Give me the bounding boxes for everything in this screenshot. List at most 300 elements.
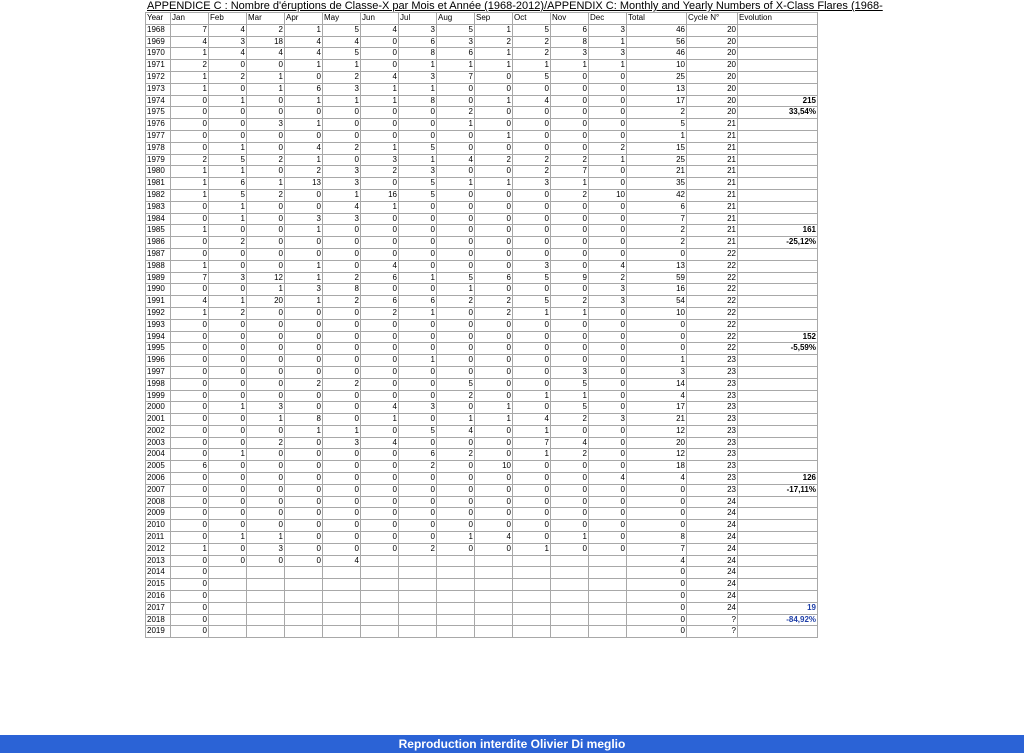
total-cell[interactable]: 16 [627,284,687,296]
month-cell[interactable]: 0 [551,284,589,296]
month-cell[interactable]: 0 [399,284,437,296]
month-cell[interactable]: 0 [437,402,475,414]
month-cell[interactable] [361,579,399,591]
evolution-cell[interactable] [738,60,818,72]
month-cell[interactable]: 1 [171,178,209,190]
month-cell[interactable]: 0 [285,473,323,485]
month-cell[interactable]: 7 [437,71,475,83]
month-cell[interactable]: 5 [399,178,437,190]
month-cell[interactable]: 0 [589,83,627,95]
month-cell[interactable]: 0 [209,355,247,367]
cycle-cell[interactable]: 24 [687,591,738,603]
year-cell[interactable]: 1975 [146,107,171,119]
month-cell[interactable]: 9 [551,272,589,284]
evolution-cell[interactable] [738,178,818,190]
month-cell[interactable]: 0 [475,237,513,249]
month-cell[interactable]: 0 [437,331,475,343]
evolution-cell[interactable] [738,48,818,60]
month-cell[interactable]: 3 [399,402,437,414]
month-cell[interactable]: 0 [475,449,513,461]
month-cell[interactable]: 0 [247,107,285,119]
cycle-cell[interactable]: 21 [687,213,738,225]
month-cell[interactable]: 1 [323,189,361,201]
month-cell[interactable]: 0 [323,449,361,461]
month-cell[interactable]: 7 [171,24,209,36]
month-cell[interactable]: 0 [209,366,247,378]
evolution-cell[interactable] [738,496,818,508]
total-cell[interactable]: 17 [627,95,687,107]
month-cell[interactable]: 0 [247,378,285,390]
month-cell[interactable]: 0 [171,237,209,249]
total-cell[interactable]: 0 [627,496,687,508]
total-cell[interactable]: 12 [627,425,687,437]
month-cell[interactable]: 0 [171,378,209,390]
cycle-cell[interactable]: 24 [687,555,738,567]
year-cell[interactable]: 2000 [146,402,171,414]
month-cell[interactable] [361,555,399,567]
month-cell[interactable]: 0 [247,201,285,213]
cycle-cell[interactable]: 23 [687,390,738,402]
month-cell[interactable]: 0 [171,284,209,296]
year-cell[interactable]: 2001 [146,414,171,426]
month-cell[interactable]: 1 [247,178,285,190]
month-cell[interactable]: 0 [589,461,627,473]
evolution-cell[interactable] [738,414,818,426]
month-cell[interactable]: 1 [285,95,323,107]
month-cell[interactable]: 0 [475,355,513,367]
year-cell[interactable]: 2003 [146,437,171,449]
evolution-cell[interactable] [738,296,818,308]
evolution-cell[interactable] [738,142,818,154]
month-cell[interactable]: 4 [285,142,323,154]
month-cell[interactable]: 0 [437,496,475,508]
month-cell[interactable]: 0 [361,543,399,555]
month-cell[interactable]: 0 [513,402,551,414]
month-cell[interactable] [323,591,361,603]
month-cell[interactable]: 0 [551,508,589,520]
month-cell[interactable]: 1 [209,532,247,544]
month-cell[interactable]: 0 [589,201,627,213]
month-cell[interactable]: 5 [513,272,551,284]
month-cell[interactable]: 0 [361,248,399,260]
total-cell[interactable]: 20 [627,437,687,449]
month-cell[interactable]: 1 [171,225,209,237]
month-cell[interactable]: 0 [247,307,285,319]
cycle-cell[interactable]: 20 [687,60,738,72]
month-cell[interactable]: 3 [285,213,323,225]
month-cell[interactable]: 0 [399,414,437,426]
month-cell[interactable]: 0 [171,248,209,260]
month-cell[interactable]: 0 [475,225,513,237]
month-cell[interactable]: 4 [475,532,513,544]
month-cell[interactable]: 1 [361,83,399,95]
month-cell[interactable]: 2 [513,48,551,60]
month-cell[interactable]: 1 [209,402,247,414]
month-cell[interactable]: 4 [323,36,361,48]
month-cell[interactable]: 0 [171,484,209,496]
month-cell[interactable]: 0 [285,189,323,201]
month-cell[interactable]: 0 [551,520,589,532]
column-header[interactable]: Jun [361,13,399,25]
total-cell[interactable]: 14 [627,378,687,390]
month-cell[interactable]: 4 [361,402,399,414]
month-cell[interactable]: 1 [247,284,285,296]
month-cell[interactable]: 0 [361,390,399,402]
month-cell[interactable]: 0 [437,484,475,496]
month-cell[interactable]: 0 [361,449,399,461]
month-cell[interactable] [247,614,285,626]
month-cell[interactable]: 0 [247,213,285,225]
month-cell[interactable]: 6 [475,272,513,284]
month-cell[interactable] [551,602,589,614]
month-cell[interactable]: 0 [171,343,209,355]
month-cell[interactable]: 2 [513,166,551,178]
month-cell[interactable]: 2 [171,60,209,72]
month-cell[interactable]: 0 [513,107,551,119]
month-cell[interactable]: 0 [513,83,551,95]
month-cell[interactable]: 4 [247,48,285,60]
month-cell[interactable]: 0 [285,319,323,331]
year-cell[interactable]: 1992 [146,307,171,319]
month-cell[interactable]: 0 [551,213,589,225]
month-cell[interactable]: 3 [247,119,285,131]
month-cell[interactable]: 10 [475,461,513,473]
month-cell[interactable]: 0 [475,378,513,390]
year-cell[interactable]: 2006 [146,473,171,485]
cycle-cell[interactable]: 21 [687,225,738,237]
month-cell[interactable]: 0 [589,130,627,142]
month-cell[interactable]: 0 [475,189,513,201]
month-cell[interactable]: 2 [247,189,285,201]
month-cell[interactable]: 2 [475,307,513,319]
month-cell[interactable] [209,567,247,579]
cycle-cell[interactable]: 20 [687,95,738,107]
month-cell[interactable]: 2 [323,71,361,83]
month-cell[interactable]: 1 [589,36,627,48]
month-cell[interactable]: 5 [513,24,551,36]
evolution-cell[interactable] [738,626,818,638]
month-cell[interactable]: 0 [209,378,247,390]
month-cell[interactable]: 1 [513,543,551,555]
month-cell[interactable]: 0 [247,484,285,496]
evolution-cell[interactable]: -84,92% [738,614,818,626]
month-cell[interactable]: 0 [513,366,551,378]
month-cell[interactable]: 0 [171,402,209,414]
year-cell[interactable]: 1969 [146,36,171,48]
month-cell[interactable] [247,591,285,603]
month-cell[interactable]: 0 [589,378,627,390]
month-cell[interactable]: 1 [399,355,437,367]
cycle-cell[interactable]: 24 [687,579,738,591]
month-cell[interactable]: 1 [323,425,361,437]
year-cell[interactable]: 2007 [146,484,171,496]
month-cell[interactable] [285,626,323,638]
month-cell[interactable]: 2 [551,189,589,201]
month-cell[interactable]: 2 [475,154,513,166]
month-cell[interactable]: 0 [323,390,361,402]
month-cell[interactable]: 0 [209,343,247,355]
month-cell[interactable] [475,579,513,591]
month-cell[interactable]: 0 [361,107,399,119]
month-cell[interactable] [589,555,627,567]
month-cell[interactable]: 0 [361,532,399,544]
month-cell[interactable]: 10 [589,189,627,201]
month-cell[interactable]: 0 [513,331,551,343]
year-cell[interactable]: 1988 [146,260,171,272]
month-cell[interactable] [475,591,513,603]
month-cell[interactable]: 0 [285,496,323,508]
month-cell[interactable]: 0 [437,319,475,331]
total-cell[interactable]: 0 [627,248,687,260]
evolution-cell[interactable] [738,71,818,83]
cycle-cell[interactable]: 20 [687,48,738,60]
month-cell[interactable]: 0 [247,366,285,378]
month-cell[interactable] [589,579,627,591]
year-cell[interactable]: 2002 [146,425,171,437]
month-cell[interactable] [323,602,361,614]
month-cell[interactable]: 1 [171,83,209,95]
month-cell[interactable]: 0 [209,260,247,272]
month-cell[interactable]: 0 [475,260,513,272]
cycle-cell[interactable]: 24 [687,602,738,614]
month-cell[interactable]: 0 [513,248,551,260]
month-cell[interactable]: 0 [209,319,247,331]
month-cell[interactable]: 1 [399,154,437,166]
month-cell[interactable]: 0 [171,555,209,567]
month-cell[interactable]: 0 [209,390,247,402]
month-cell[interactable]: 0 [323,107,361,119]
month-cell[interactable] [437,567,475,579]
month-cell[interactable]: 0 [475,119,513,131]
month-cell[interactable] [437,579,475,591]
total-cell[interactable]: 25 [627,154,687,166]
column-header[interactable]: Evolution [738,13,818,25]
month-cell[interactable]: 3 [589,296,627,308]
month-cell[interactable]: 2 [209,71,247,83]
month-cell[interactable]: 0 [513,189,551,201]
month-cell[interactable]: 0 [171,437,209,449]
month-cell[interactable]: 1 [513,425,551,437]
month-cell[interactable]: 0 [285,543,323,555]
total-cell[interactable]: 59 [627,272,687,284]
month-cell[interactable]: 1 [171,166,209,178]
month-cell[interactable] [323,579,361,591]
year-cell[interactable]: 1983 [146,201,171,213]
month-cell[interactable]: 2 [209,307,247,319]
evolution-cell[interactable] [738,154,818,166]
month-cell[interactable]: 1 [589,60,627,72]
year-cell[interactable]: 1998 [146,378,171,390]
month-cell[interactable]: 0 [589,319,627,331]
month-cell[interactable]: 0 [323,366,361,378]
month-cell[interactable]: 0 [589,520,627,532]
month-cell[interactable] [513,602,551,614]
month-cell[interactable]: 0 [361,461,399,473]
month-cell[interactable]: 0 [285,130,323,142]
month-cell[interactable]: 4 [589,473,627,485]
total-cell[interactable]: 21 [627,166,687,178]
month-cell[interactable]: 1 [399,272,437,284]
month-cell[interactable]: 2 [209,237,247,249]
month-cell[interactable]: 8 [285,414,323,426]
month-cell[interactable]: 0 [589,508,627,520]
month-cell[interactable]: 4 [437,425,475,437]
month-cell[interactable]: 0 [171,213,209,225]
month-cell[interactable]: 4 [361,71,399,83]
month-cell[interactable] [513,614,551,626]
year-cell[interactable]: 1984 [146,213,171,225]
month-cell[interactable]: 1 [323,60,361,72]
month-cell[interactable]: 0 [285,366,323,378]
total-cell[interactable]: 4 [627,390,687,402]
month-cell[interactable]: 0 [209,496,247,508]
month-cell[interactable]: 0 [171,355,209,367]
month-cell[interactable]: 0 [171,331,209,343]
year-cell[interactable]: 2017 [146,602,171,614]
month-cell[interactable]: 0 [399,107,437,119]
month-cell[interactable]: 1 [551,178,589,190]
month-cell[interactable]: 0 [323,225,361,237]
cycle-cell[interactable]: 23 [687,425,738,437]
month-cell[interactable]: 0 [551,355,589,367]
month-cell[interactable]: 0 [475,331,513,343]
total-cell[interactable]: 0 [627,343,687,355]
total-cell[interactable]: 4 [627,473,687,485]
year-cell[interactable]: 1999 [146,390,171,402]
month-cell[interactable] [285,591,323,603]
evolution-cell[interactable] [738,520,818,532]
month-cell[interactable]: 8 [399,95,437,107]
month-cell[interactable]: 0 [399,508,437,520]
month-cell[interactable] [361,626,399,638]
month-cell[interactable]: 0 [323,319,361,331]
cycle-cell[interactable]: ? [687,614,738,626]
month-cell[interactable]: 0 [437,508,475,520]
month-cell[interactable]: 0 [209,543,247,555]
month-cell[interactable]: 2 [399,543,437,555]
month-cell[interactable]: 0 [209,461,247,473]
month-cell[interactable]: 0 [589,449,627,461]
month-cell[interactable]: 0 [399,496,437,508]
month-cell[interactable]: 5 [323,24,361,36]
cycle-cell[interactable]: 22 [687,319,738,331]
cycle-cell[interactable]: 22 [687,248,738,260]
month-cell[interactable]: 7 [551,166,589,178]
total-cell[interactable]: 25 [627,71,687,83]
month-cell[interactable]: 1 [171,543,209,555]
month-cell[interactable]: 0 [513,473,551,485]
month-cell[interactable]: 0 [209,414,247,426]
month-cell[interactable]: 0 [247,142,285,154]
year-cell[interactable]: 2014 [146,567,171,579]
evolution-cell[interactable]: 215 [738,95,818,107]
column-header[interactable]: Total [627,13,687,25]
month-cell[interactable]: 0 [475,390,513,402]
month-cell[interactable]: 0 [437,201,475,213]
month-cell[interactable]: 0 [285,355,323,367]
month-cell[interactable]: 0 [285,390,323,402]
month-cell[interactable]: 8 [399,48,437,60]
month-cell[interactable]: 0 [513,225,551,237]
month-cell[interactable] [589,567,627,579]
month-cell[interactable]: 0 [323,543,361,555]
month-cell[interactable]: 7 [513,437,551,449]
year-cell[interactable]: 1973 [146,83,171,95]
month-cell[interactable]: 6 [171,461,209,473]
month-cell[interactable]: 1 [475,414,513,426]
month-cell[interactable]: 1 [285,24,323,36]
month-cell[interactable]: 0 [437,366,475,378]
month-cell[interactable]: 0 [171,319,209,331]
month-cell[interactable]: 0 [361,36,399,48]
year-cell[interactable]: 1996 [146,355,171,367]
month-cell[interactable] [399,579,437,591]
evolution-cell[interactable] [738,36,818,48]
month-cell[interactable] [323,614,361,626]
month-cell[interactable]: 0 [209,284,247,296]
month-cell[interactable]: 2 [475,296,513,308]
month-cell[interactable] [285,567,323,579]
month-cell[interactable]: 0 [247,260,285,272]
month-cell[interactable]: 0 [285,343,323,355]
month-cell[interactable]: 0 [323,508,361,520]
year-cell[interactable]: 2015 [146,579,171,591]
month-cell[interactable]: 0 [323,343,361,355]
month-cell[interactable]: 0 [513,142,551,154]
month-cell[interactable]: 0 [209,484,247,496]
month-cell[interactable]: 4 [513,414,551,426]
month-cell[interactable] [513,591,551,603]
month-cell[interactable]: 2 [589,272,627,284]
month-cell[interactable]: 0 [171,130,209,142]
cycle-cell[interactable]: 20 [687,36,738,48]
month-cell[interactable]: 0 [323,130,361,142]
month-cell[interactable]: 0 [171,508,209,520]
month-cell[interactable]: 0 [399,260,437,272]
month-cell[interactable]: 0 [209,60,247,72]
month-cell[interactable]: 0 [589,307,627,319]
month-cell[interactable]: 0 [475,71,513,83]
total-cell[interactable]: 0 [627,331,687,343]
month-cell[interactable] [513,579,551,591]
month-cell[interactable]: 0 [551,237,589,249]
evolution-cell[interactable] [738,119,818,131]
month-cell[interactable]: 0 [209,425,247,437]
month-cell[interactable]: 0 [361,496,399,508]
month-cell[interactable]: 0 [209,555,247,567]
month-cell[interactable]: 0 [247,343,285,355]
month-cell[interactable] [475,602,513,614]
month-cell[interactable]: 3 [589,24,627,36]
year-cell[interactable]: 1997 [146,366,171,378]
month-cell[interactable]: 5 [209,154,247,166]
month-cell[interactable]: 0 [361,225,399,237]
month-cell[interactable]: 1 [475,48,513,60]
month-cell[interactable]: 0 [589,178,627,190]
total-cell[interactable]: 1 [627,130,687,142]
month-cell[interactable]: 1 [171,260,209,272]
month-cell[interactable]: 0 [513,284,551,296]
month-cell[interactable]: 0 [323,307,361,319]
month-cell[interactable]: 5 [399,425,437,437]
month-cell[interactable]: 0 [171,414,209,426]
month-cell[interactable]: 0 [285,461,323,473]
month-cell[interactable]: 0 [513,532,551,544]
month-cell[interactable]: 3 [247,543,285,555]
month-cell[interactable]: 0 [323,496,361,508]
month-cell[interactable]: 1 [361,142,399,154]
month-cell[interactable]: 1 [475,95,513,107]
